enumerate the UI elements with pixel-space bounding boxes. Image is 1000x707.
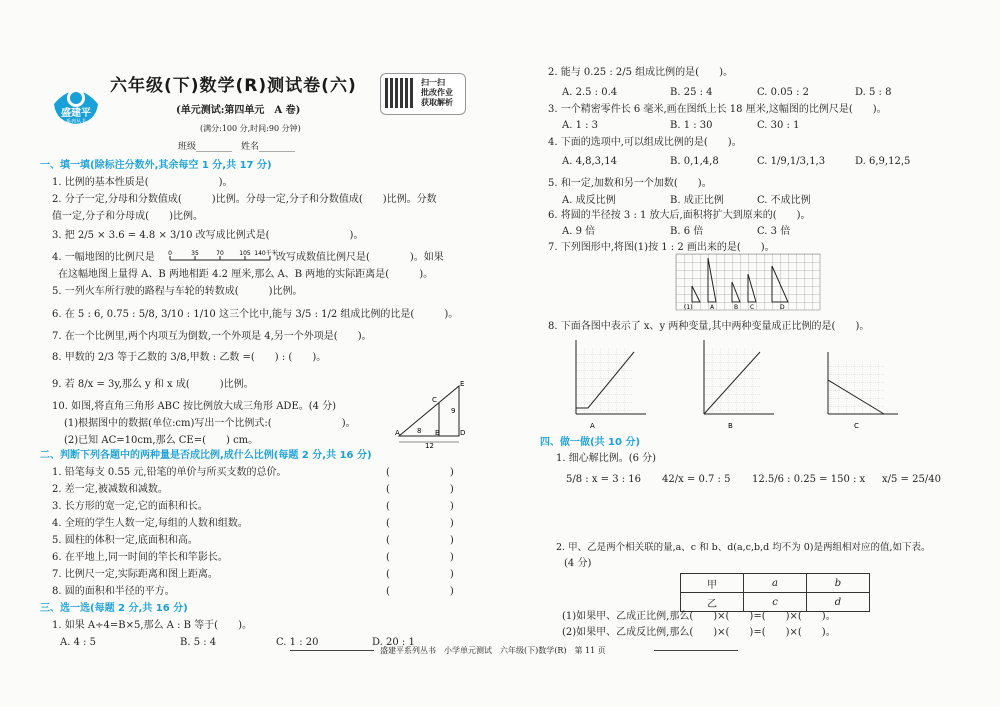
option[interactable]: C. 不成比例 <box>757 195 811 206</box>
label-C: C <box>432 396 437 404</box>
option[interactable]: A. 2.5 : 0.4 <box>562 87 618 98</box>
q1: 1. 比例的基本性质是( )。 <box>52 177 233 188</box>
grid-label: B <box>734 304 739 311</box>
scale-tick: 140千米 <box>254 250 278 257</box>
scale-tick: 105 <box>239 250 251 257</box>
scale-tick: 0 <box>168 250 172 257</box>
subtitle: (单元测试:第四单元 A 卷) <box>176 105 301 116</box>
table-cell: 甲 <box>681 574 744 593</box>
judge-item: 8. 圆的面积和半径的平方。 <box>52 586 175 597</box>
table-cell: b <box>807 574 870 593</box>
label-A: A <box>395 429 400 437</box>
table-row <box>681 574 870 593</box>
label-12: 12 <box>425 442 434 450</box>
choice-7: 7. 下列图形中,将图(1)按 1 : 2 画出来的是( )。 <box>548 242 775 253</box>
option[interactable]: A. 4,8,3,14 <box>562 156 617 167</box>
option[interactable]: C. 30 : 1 <box>757 120 800 131</box>
grid-label: D <box>780 304 785 311</box>
grid-label: (1) <box>684 304 693 311</box>
table-cell: 乙 <box>681 593 744 612</box>
choice-1: 1. 如果 A÷4=B×5,那么 A : B 等于( )。 <box>52 620 252 631</box>
option[interactable]: A. 成反比例 <box>562 195 616 206</box>
q10-part2: (2)已知 AC=10cm,那么 CE=( ) cm。 <box>64 435 259 446</box>
answer-paren[interactable]: ( ) <box>386 467 454 478</box>
option[interactable]: C. 3 倍 <box>757 226 791 237</box>
section-2-heading: 二、判断下列各题中的两种量是否成比例,成什么比例(每题 2 分,共 16 分) <box>40 450 372 461</box>
q2-line1: 2. 分子一定,分母和分数值成( )比例。分母一定,分子和分数值成( )比例。分数 <box>52 194 437 205</box>
choice-5: 5. 和一定,加数和另一个加数( )。 <box>548 178 712 189</box>
task-2-line1: 2. 甲、乙是两个相关联的量,a、c 和 b、d(a,c,b,d 均不为 0)是两组相对应的值,如下表。 <box>556 542 931 553</box>
scale-tick: 35 <box>191 250 199 257</box>
graph-label: C <box>854 422 859 430</box>
section-1-heading: 一、填一填(除标注分数外,其余每空 1 分,共 17 分) <box>40 160 272 171</box>
equation: x/5 = 25/40 <box>882 474 941 485</box>
qr-box[interactable] <box>380 73 466 115</box>
page-title: 六年级(下)数学(R)测试卷(六) <box>110 76 357 96</box>
option[interactable]: C. 1/9,1/3,1,3 <box>757 156 826 167</box>
q4-line2: 在这幅地图上量得 A、B 两地相距 4.2 厘米,那么 A、B 两地的实际距离是( )。 <box>58 269 434 280</box>
option[interactable]: D. 6,9,12,5 <box>855 156 911 167</box>
scale-tick: 70 <box>216 250 224 257</box>
label-8: 8 <box>417 427 422 435</box>
answer-paren[interactable]: ( ) <box>386 552 454 563</box>
footer-rule <box>654 650 738 651</box>
option[interactable]: B. 5 : 4 <box>180 637 217 648</box>
table-row <box>681 593 870 612</box>
task-2-line2: (4 分) <box>564 558 592 569</box>
label-E: E <box>460 380 465 388</box>
table-cell: d <box>807 593 870 612</box>
option[interactable]: C. 1 : 20 <box>276 637 319 648</box>
q3: 3. 把 2/5 × 3.6 = 4.8 × 3/10 改写成比例式是( )。 <box>52 230 364 241</box>
choice-2: 2. 能与 0.25 : 2/5 组成比例的是( )。 <box>548 67 733 78</box>
equation: 12.5/6 : 0.25 = 150 : x <box>752 474 866 485</box>
grid-label: C <box>750 304 755 311</box>
q10: 10. 如图,将直角三角形 ABC 按比例放大成三角形 ADE。(4 分) <box>52 401 337 412</box>
option[interactable]: B. 1 : 30 <box>670 120 713 131</box>
choice-6: 6. 将圆的半径按 3 : 1 放大后,面积将扩大到原来的( )。 <box>548 210 811 221</box>
option[interactable]: A. 9 倍 <box>562 226 596 237</box>
shape-grid-figure <box>676 254 824 312</box>
judge-item: 4. 全班的学生人数一定,每组的人数和组数。 <box>52 518 248 529</box>
scale-bar <box>166 248 278 262</box>
answer-paren[interactable]: ( ) <box>386 535 454 546</box>
option[interactable]: B. 0,1,4,8 <box>670 156 719 167</box>
option[interactable]: A. 4 : 5 <box>60 637 97 648</box>
q4-line1b: 改写成数值比例尺是( )。如果 <box>276 252 444 263</box>
choice-8: 8. 下面各图中表示了 x、y 两种变量,其中两种变量成正比例的是( )。 <box>548 321 870 332</box>
footer-rule <box>290 650 374 651</box>
option[interactable]: C. 0.05 : 2 <box>757 87 810 98</box>
q8: 8. 甲数的 2/3 等于乙数的 3/8,甲数 : 乙数 =( ) : ( )。 <box>52 352 327 363</box>
answer-paren[interactable]: ( ) <box>386 518 454 529</box>
graph-label: A <box>590 422 595 430</box>
judge-item: 2. 差一定,被减数和减数。 <box>52 484 168 495</box>
task-2-part2: (2)如果甲、乙成反比例,那么( )×( )=( )×( )。 <box>562 627 836 638</box>
choice-3: 3. 一个精密零件长 6 毫米,画在图纸上长 18 厘米,这幅图的比例尺是( )。 <box>548 104 887 115</box>
values-table <box>680 573 870 612</box>
option[interactable]: B. 25 : 4 <box>670 87 713 98</box>
answer-paren[interactable]: ( ) <box>386 586 454 597</box>
logo-sub: 系列丛书 <box>65 119 87 125</box>
answer-paren[interactable]: ( ) <box>386 484 454 495</box>
judge-item: 7. 比例尺一定,实际距离和图上距离。 <box>52 569 218 580</box>
q10-part1: (1)根据图中的数据(单位:cm)写出一个比例式:( )。 <box>64 418 356 429</box>
class-name-line: 班级________ 姓名________ <box>178 142 296 152</box>
task-2-part1: (1)如果甲、乙成正比例,那么( )×( )=( )×( )。 <box>562 611 836 622</box>
grid-label: A <box>710 304 715 311</box>
task-1: 1. 细心解比例。(6 分) <box>556 453 657 464</box>
answer-paren[interactable]: ( ) <box>386 501 454 512</box>
judge-item: 3. 长方形的宽一定,它的面积和长。 <box>52 501 208 512</box>
graph-B <box>688 338 778 430</box>
exam-meta: (满分:100 分,时间:90 分钟) <box>200 124 301 133</box>
label-B: B <box>435 429 440 437</box>
graph-A <box>560 338 650 430</box>
graph-label: B <box>728 422 733 430</box>
judge-item: 6. 在平地上,同一时间的竿长和竿影长。 <box>52 552 228 563</box>
option[interactable]: B. 成正比例 <box>670 195 724 206</box>
table-cell: c <box>744 593 807 612</box>
publisher-logo <box>48 76 104 126</box>
page-footer: 盛建平系列丛书 小学单元测试 六年级(下)数学(R) 第 11 页 <box>380 646 606 655</box>
equation: 42/x = 0.7 : 5 <box>662 474 731 485</box>
option[interactable]: D. 20 : 1 <box>372 637 415 648</box>
choice-4: 4. 下面的选项中,可以组成比例的是( )。 <box>548 137 742 148</box>
judge-item: 1. 铅笔每支 0.55 元,铅笔的单价与所买支数的总价。 <box>52 467 287 478</box>
label-9: 9 <box>451 407 456 415</box>
q4-line1: 4. 一幅地图的比例尺是 <box>52 252 155 263</box>
answer-paren[interactable]: ( ) <box>386 569 454 580</box>
section-3-heading: 三、选一选(每题 2 分,共 16 分) <box>40 603 188 614</box>
qr-code-icon <box>385 78 415 108</box>
qr-text: 扫一扫 批改作业 获取解析 <box>421 78 453 107</box>
q5: 5. 一列火车所行驶的路程与车轮的转数成( )比例。 <box>52 286 303 297</box>
q6: 6. 在 5 : 6, 0.75 : 5/8, 3/10 : 1/10 这三个比中,能与 3/5 : 1/2 组成比例的比是( )。 <box>52 309 459 320</box>
graph-C <box>814 350 904 430</box>
logo-text: 盛建平 <box>61 108 91 119</box>
equation: 5/8 : x = 3 : 16 <box>566 474 642 485</box>
table-cell: a <box>744 574 807 593</box>
q9: 9. 若 8/x = 3y,那么 y 和 x 成( )比例。 <box>52 379 254 390</box>
label-D: D <box>460 429 466 437</box>
section-4-heading: 四、做一做(共 10 分) <box>540 437 641 448</box>
q7: 7. 在一个比例里,两个内项互为倒数,一个外项是 4,另一个外项是( )。 <box>52 331 372 342</box>
option[interactable]: B. 6 倍 <box>670 226 704 237</box>
option[interactable]: D. 5 : 8 <box>855 87 892 98</box>
triangle-figure <box>395 380 467 448</box>
option[interactable]: A. 1 : 3 <box>562 120 599 131</box>
judge-item: 5. 圆柱的体积一定,底面积和高。 <box>52 535 198 546</box>
q2-line2: 值一定,分子和分母成( )比例。 <box>52 211 203 222</box>
